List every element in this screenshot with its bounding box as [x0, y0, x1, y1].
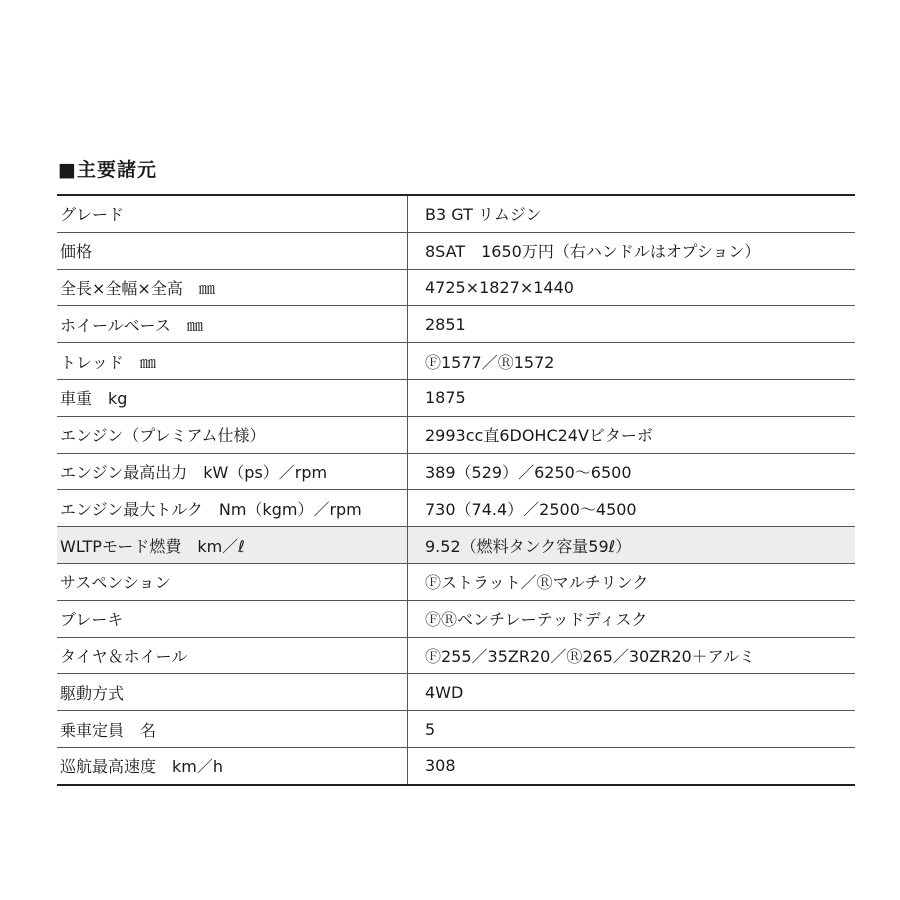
row-value: 9.52（燃料タンク容量59ℓ） — [408, 527, 856, 564]
row-label: ホイールベース ㎜ — [57, 306, 408, 343]
table-row-highlighted — [57, 527, 855, 564]
table-row — [57, 416, 855, 453]
spec-table — [57, 194, 855, 786]
row-label: WLTPモード燃費 km／ℓ — [57, 527, 408, 564]
row-label: 駆動方式 — [57, 674, 408, 711]
table-row — [57, 232, 855, 269]
row-value: ⒻⓇベンチレーテッドディスク — [408, 600, 856, 637]
table-row — [57, 379, 855, 416]
row-label: サスペンション — [57, 563, 408, 600]
table-row — [57, 490, 855, 527]
row-label: ブレーキ — [57, 600, 408, 637]
row-value: 4WD — [408, 674, 856, 711]
row-value: 308 — [408, 747, 856, 784]
table-row — [57, 343, 855, 380]
row-label: 価格 — [57, 232, 408, 269]
row-label: 乗車定員 名 — [57, 711, 408, 748]
table-row — [57, 600, 855, 637]
row-label: エンジン最高出力 kW（ps）／rpm — [57, 453, 408, 490]
row-value: 730（74.4）／2500〜4500 — [408, 490, 856, 527]
row-value: 2851 — [408, 306, 856, 343]
row-label: タイヤ＆ホイール — [57, 637, 408, 674]
table-row — [57, 453, 855, 490]
table-row — [57, 747, 855, 784]
row-label: 巡航最高速度 km／h — [57, 747, 408, 784]
row-value: 5 — [408, 711, 856, 748]
row-label: グレード — [57, 195, 408, 232]
table-row — [57, 563, 855, 600]
row-label: エンジン最大トルク Nm（kgm）／rpm — [57, 490, 408, 527]
row-value: Ⓕ255／35ZR20／Ⓡ265／30ZR20＋アルミ — [408, 637, 856, 674]
row-value: 4725×1827×1440 — [408, 269, 856, 306]
table-row — [57, 711, 855, 748]
row-label: エンジン（プレミアム仕様） — [57, 416, 408, 453]
table-row — [57, 674, 855, 711]
spec-heading — [58, 155, 157, 182]
row-value: B3 GT リムジン — [408, 195, 856, 232]
table-row — [57, 306, 855, 343]
table-row — [57, 637, 855, 674]
spec-heading-text: ■主要諸元 — [58, 159, 157, 181]
table-row — [57, 269, 855, 306]
row-value: 1875 — [408, 379, 856, 416]
row-label: 全長×全幅×全高 ㎜ — [57, 269, 408, 306]
row-value: 8SAT 1650万円（右ハンドルはオプション） — [408, 232, 856, 269]
row-value: Ⓕ1577／Ⓡ1572 — [408, 343, 856, 380]
row-value: Ⓕストラット／Ⓡマルチリンク — [408, 563, 856, 600]
row-value: 389（529）／6250〜6500 — [408, 453, 856, 490]
row-label: 車重 kg — [57, 379, 408, 416]
row-value: 2993cc直6DOHC24Vビターボ — [408, 416, 856, 453]
table-row — [57, 195, 855, 232]
row-label: トレッド ㎜ — [57, 343, 408, 380]
